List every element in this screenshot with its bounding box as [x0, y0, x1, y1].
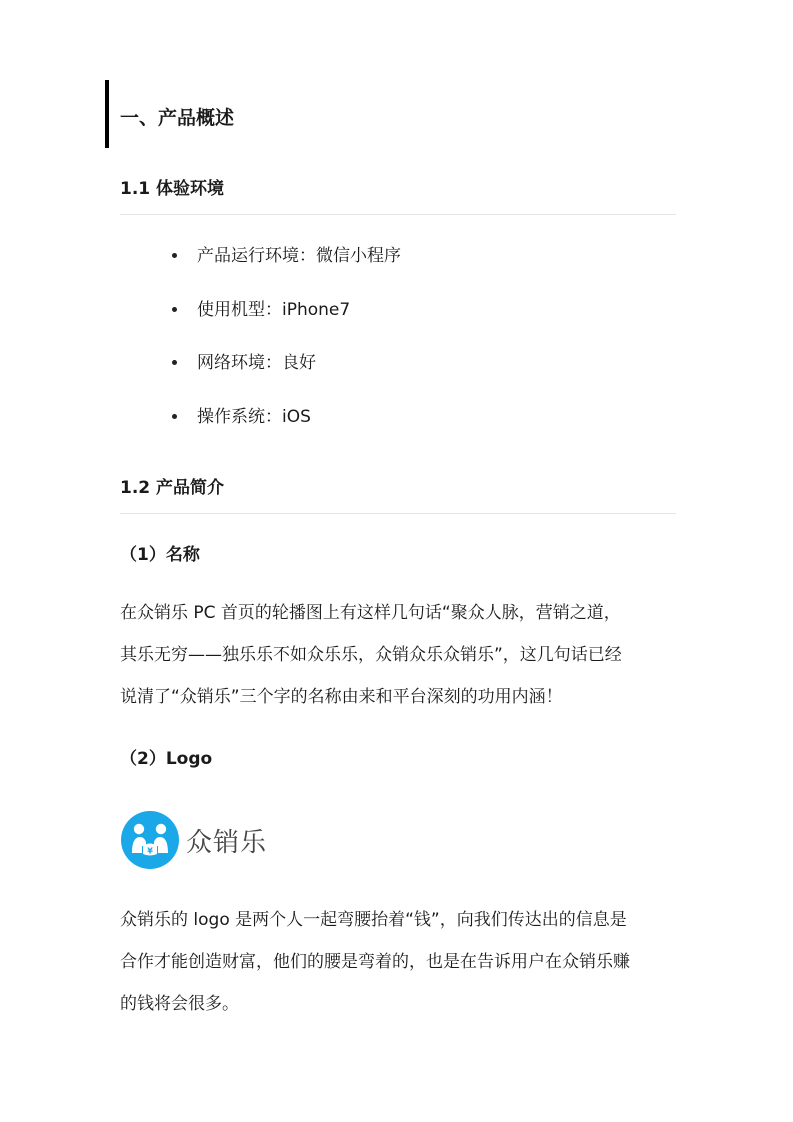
name-paragraph [120, 592, 680, 718]
name-heading: （1）名称 [120, 545, 200, 565]
bullet-icon [172, 360, 177, 365]
section-title: 一、产品概述 [120, 107, 235, 129]
paragraph-line: 在众销乐 PC 首页的轮播图上有这样几句话“聚众人脉，营销之道， [120, 603, 621, 623]
logo-paragraph [120, 899, 680, 1025]
paragraph-line: 其乐无穷——独乐乐不如众乐乐，众销众乐众销乐”，这几句话已经 [120, 645, 622, 665]
intro-heading-divider [120, 513, 676, 514]
heading-accent-bar [105, 80, 109, 148]
env-heading: 1.1 体验环境 [120, 179, 225, 199]
logo-heading: （2）Logo [120, 749, 213, 769]
paragraph-line: 众销乐的 logo 是两个人一起弯腰抬着“钱”，向我们传达出的信息是 [120, 910, 627, 930]
list-item [172, 349, 401, 403]
intro-heading: 1.2 产品简介 [120, 478, 225, 498]
list-item-text: 网络环境：良好 [197, 353, 316, 373]
list-item-text: 使用机型：iPhone7 [197, 299, 351, 320]
svg-text:¥: ¥ [147, 846, 153, 856]
two-people-carrying-money-icon [120, 810, 180, 870]
paragraph-line: 合作才能创造财富，他们的腰是弯着的，也是在告诉用户在众销乐赚 [120, 952, 630, 972]
logo-wordmark: 众销乐 [186, 827, 268, 858]
bullet-icon [172, 253, 177, 258]
env-list [172, 242, 401, 456]
list-item [172, 296, 401, 350]
env-heading-divider [120, 214, 676, 215]
bullet-icon [172, 414, 177, 419]
list-item [172, 242, 401, 296]
paragraph-line: 的钱将会很多。 [120, 994, 239, 1014]
list-item-text: 操作系统：iOS [197, 406, 311, 427]
list-item [172, 403, 401, 457]
paragraph-line: 说清了“众销乐”三个字的名称由来和平台深刻的功用内涵！ [120, 687, 563, 707]
bullet-icon [172, 307, 177, 312]
brand-logo [120, 809, 267, 871]
list-item-text: 产品运行环境：微信小程序 [197, 246, 401, 266]
